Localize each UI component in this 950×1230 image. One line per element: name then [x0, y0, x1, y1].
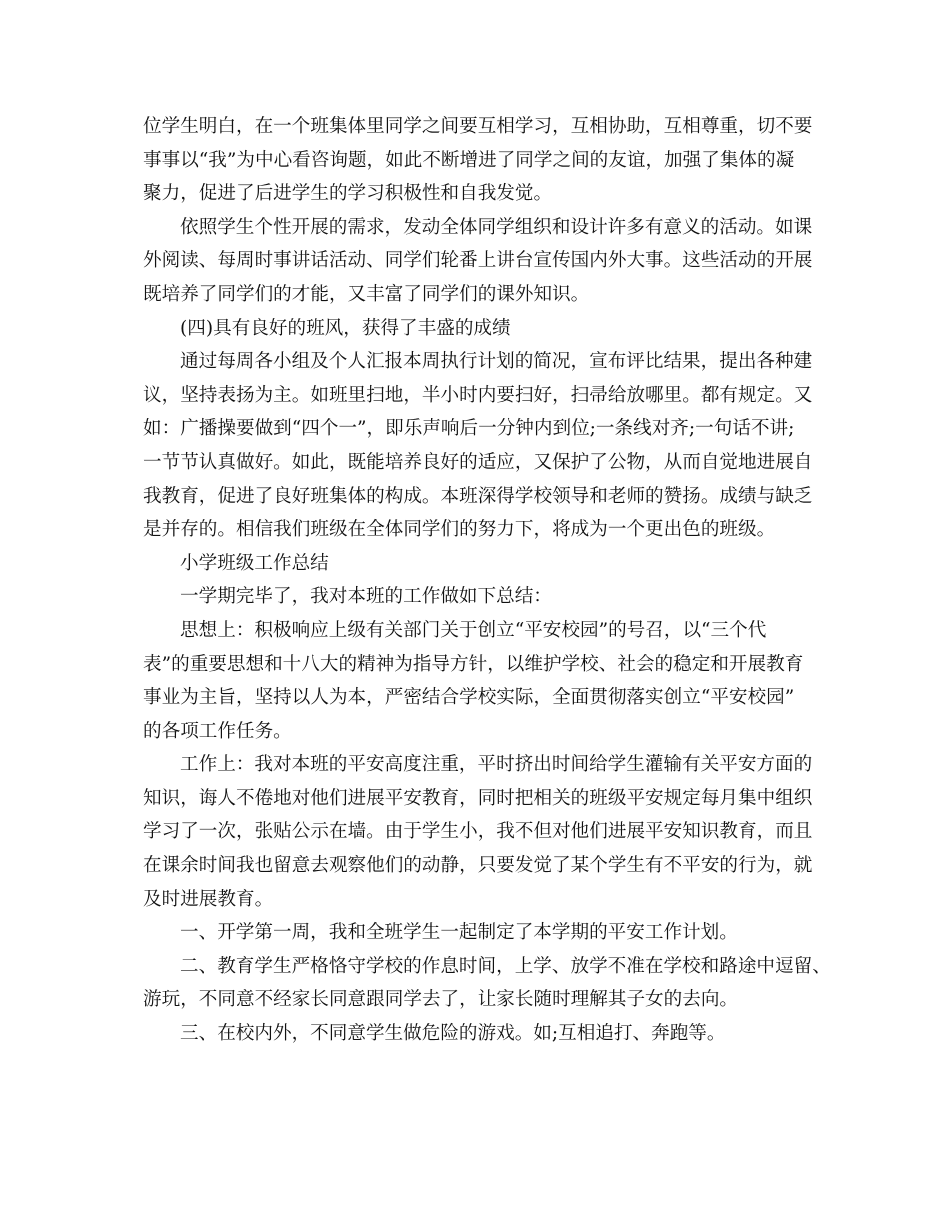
paragraph-4 [143, 580, 823, 614]
paragraph-line: 位学生明白，在一个班集体里同学之间要互相学习，互相协助，互相尊重，切不要 [143, 116, 813, 137]
paragraph-1 [143, 110, 823, 211]
paragraph-line: 三、在校内外，不同意学生做危险的游戏。如;互相追打、奔跑等。 [180, 1023, 726, 1045]
paragraph-line: (四)具有良好的班风，获得了丰盛的成绩 [180, 317, 511, 339]
paragraph-line: 表”的重要思想和十八大的精神为指导方针，以维护学校、社会的稳定和开展教育 [143, 653, 804, 675]
paragraph-line: 是并存的。相信我们班级在全体同学们的努力下，将成为一个更出色的班级。 [143, 519, 776, 541]
paragraph-line: 及时进展教育。 [143, 888, 274, 910]
paragraph-2 [143, 211, 823, 312]
paragraph-line: 游玩，不同意不经家长同意跟同学去了，让家长随时理解其子女的去向。 [143, 989, 739, 1011]
paragraph-line: 二、教育学生严格恪守学校的作息时间，上学、放学不准在学校和路途中逗留、 [180, 955, 831, 977]
paragraph-line: 既培养了同学们的才能，又丰富了同学们的课外知识。 [143, 283, 590, 305]
section-heading-4 [143, 312, 823, 346]
paragraph-line: 议，坚持表扬为主。如班里扫地，半小时内要扫好，扫帚给放哪里。都有规定。又 [143, 384, 813, 406]
paragraph-line: 我教育，促进了良好班集体的构成。本班深得学校领导和老师的赞扬。成绩与缺乏 [143, 485, 813, 507]
paragraph-line: 思想上：积极响应上级有关部门关于创立“平安校园”的号召，以“三个代 [180, 619, 767, 641]
paragraph-line: 知识，诲人不倦地对他们进展平安教育，同时把相关的班级平安规定每月集中组织 [143, 787, 813, 809]
paragraph-line: 工作上：我对本班的平安高度注重，平时挤出时间给学生灌输有关平安方面的 [180, 754, 813, 776]
document-body [143, 110, 831, 1051]
list-item-2 [143, 950, 831, 1017]
paragraph-line: 通过每周各小组及个人汇报本周执行计划的简况，宣布评比结果，提出各种建 [180, 351, 813, 373]
document-subtitle [143, 547, 823, 581]
list-item-3 [143, 1017, 823, 1051]
paragraph-line: 学习了一次，张贴公示在墙。由于学生小，我不但对他们进展平安知识教育，而且 [143, 821, 813, 843]
paragraph-line: 聚力，促进了后进学生的学习积极性和自我发觉。 [143, 183, 553, 205]
paragraph-5 [143, 614, 823, 748]
paragraph-6 [143, 748, 823, 916]
paragraph-line: 小学班级工作总结 [180, 552, 329, 574]
paragraph-line: 依照学生个性开展的需求，发动全体同学组织和设计许多有意义的活动。如课 [180, 216, 813, 238]
paragraph-line: 的各项工作任务。 [143, 720, 292, 742]
paragraph-line: 外阅读、每周时事讲话活动、同学们轮番上讲台宣传国内外大事。这些活动的开展 [143, 250, 813, 272]
paragraph-line: 一节节认真做好。如此，既能培养良好的适应，又保护了公物，从而自觉地进展自 [143, 451, 813, 473]
paragraph-line: 一、开学第一周，我和全班学生一起制定了本学期的平安工作计划。 [180, 922, 738, 944]
paragraph-3 [143, 345, 823, 547]
list-item-1 [143, 916, 823, 950]
paragraph-line: 在课余时间我也留意去观察他们的动静，只要发觉了某个学生有不平安的行为，就 [143, 855, 813, 877]
paragraph-line: 一学期完毕了，我对本班的工作做如下总结： [180, 586, 552, 608]
paragraph-line: 如：广播操要做到“四个一”，即乐声响后一分钟内到位;一条线对齐;一句话不讲; [143, 418, 795, 440]
paragraph-line: 事事以“我”为中心看咨询题，如此不断增进了同学之间的友谊，加强了集体的凝 [143, 149, 795, 171]
paragraph-line: 事业为主旨，坚持以人为本，严密结合学校实际，全面贯彻落实创立“平安校园” [143, 687, 795, 709]
